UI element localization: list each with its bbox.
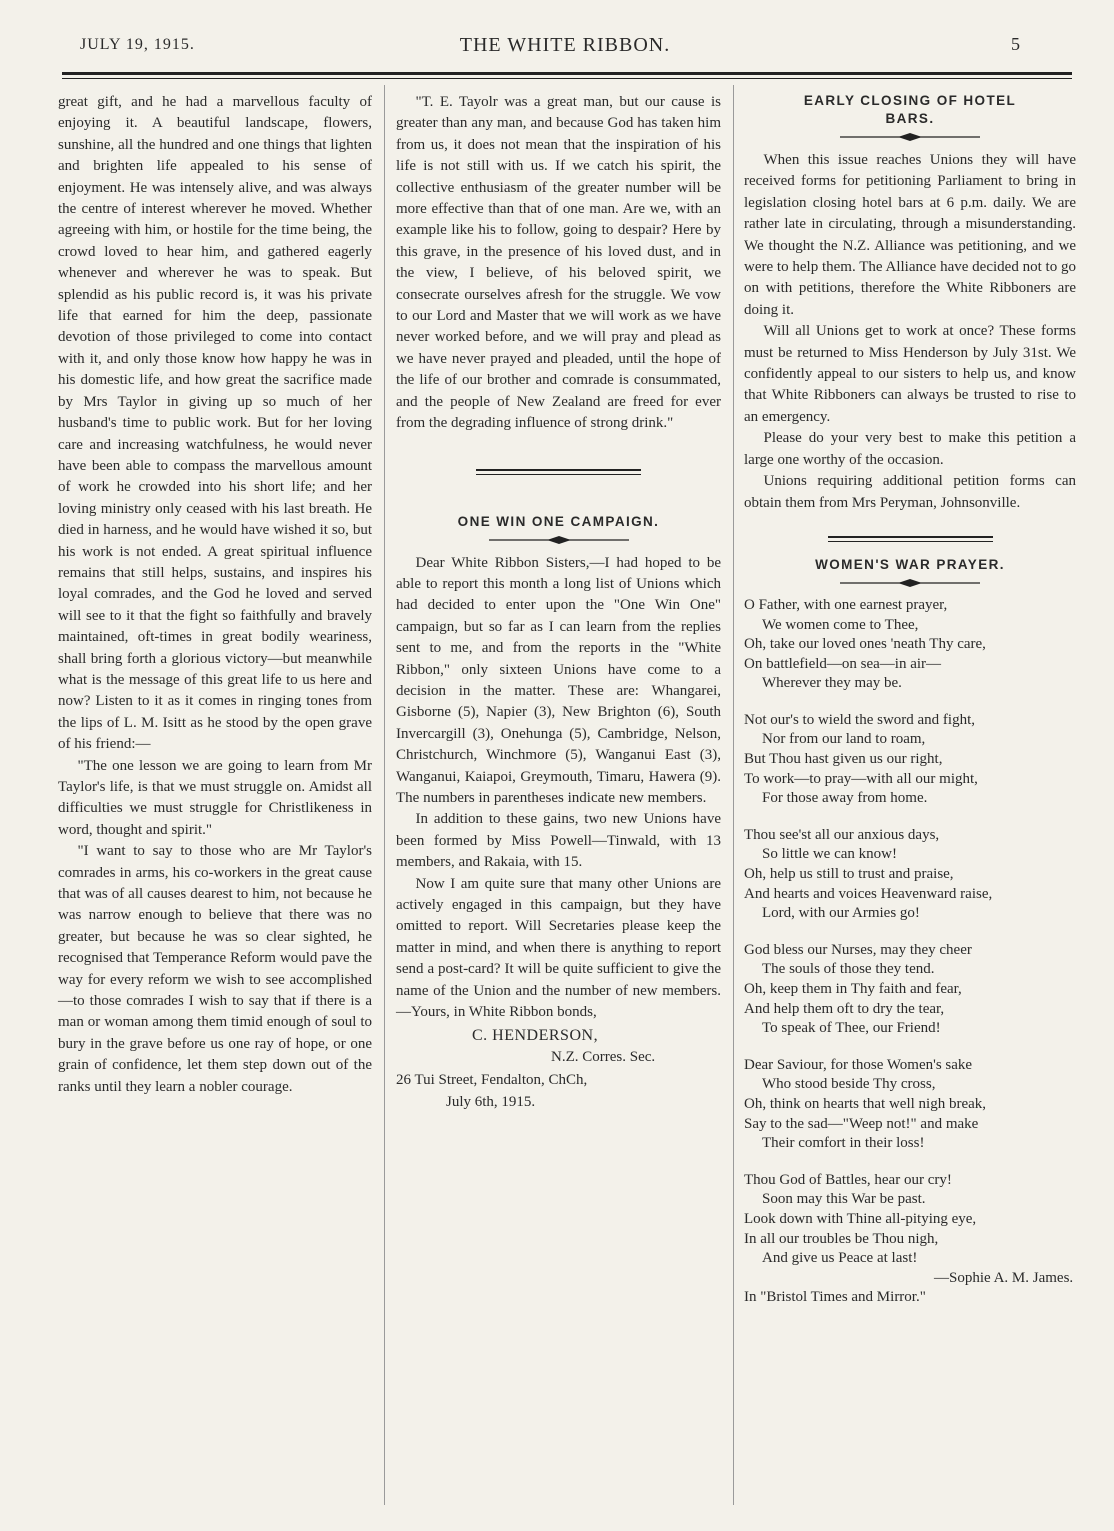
poem-heading: WOMEN'S WAR PRAYER. (815, 556, 1005, 572)
signature-role: N.Z. Corres. Sec. (551, 1048, 656, 1065)
early-closing-heading-line2: BARS. (885, 111, 935, 126)
poem-line: Thou see'st all our anxious days, (744, 826, 940, 843)
campaign-heading: ONE WIN ONE CAMPAIGN. (457, 513, 660, 529)
poem-line: So little we can know! (762, 846, 897, 863)
poem (744, 596, 1076, 1308)
poem-line: O Father, with one earnest prayer, (744, 596, 948, 613)
column-right (744, 92, 1076, 1308)
poem-line: Who stood beside Thy cross, (762, 1076, 936, 1093)
header-rule-thin (62, 78, 1072, 79)
poem-line: Oh, help us still to trust and praise, (744, 866, 954, 883)
page-header (60, 30, 1070, 70)
poem-stanza (744, 941, 1076, 1039)
heading-ornament (840, 132, 980, 142)
article-paragraph: "I want to say to those who are Mr Taylor's comrades in arms, his co-workers in the great cause that was of all causes dearest to him, not because he was narrow enough to believe that there was no greater, but because he was so clear sighted, he recognised that Temperance Reform would pave the way for every reform we wish to see accomplished—to those comrades I wish to say that if there is a man or woman among them timid enough of soul to bury in the grave before us one ray of hope, or one grain of confidence, let them step down out of the ranks until they learn a nobler courage. (58, 843, 372, 1095)
heading-ornament (840, 578, 980, 588)
poem-line: Their comfort in their loss! (762, 1135, 925, 1152)
signature-address: 26 Tui Street, Fendalton, ChCh, (396, 1072, 588, 1089)
poem-stanza (744, 1171, 1076, 1269)
poem-line: In all our troubles be Thou nigh, (744, 1230, 939, 1247)
poem-line: And help them oft to dry the tear, (744, 1000, 945, 1017)
issue-date: JULY 19, 1915. (80, 36, 195, 53)
article-paragraph: Now I am quite sure that many other Unions are actively engaged in this campaign, but they have omitted to report. Will Secretaries please keep the matter in mind, and when there is anything to report send a post-card? It will be quite sufficient to give the name of the Union and the number of new members.—Yours, in White Ribbon bonds, (396, 875, 721, 1021)
poem-line: The souls of those they tend. (762, 961, 935, 978)
poem-line: Say to the sad—"Weep not!" and make (744, 1115, 979, 1132)
poem-line: Dear Saviour, for those Women's sake (744, 1056, 973, 1073)
column-divider (733, 85, 734, 1505)
poem-line: Oh, keep them in Thy faith and fear, (744, 981, 962, 997)
poem-line: Nor from our land to roam, (762, 731, 926, 748)
header-rule (62, 72, 1072, 75)
poem-line: God bless our Nurses, may they cheer (744, 941, 972, 958)
poem-source: In "Bristol Times and Mirror." (744, 1289, 926, 1306)
article-paragraph: Please do your very best to make this petition a large one worthy of the occasion. (744, 430, 1076, 468)
article-paragraph: Unions requiring additional petition forms can obtain them from Mrs Peryman, Johnsonville. (744, 473, 1076, 511)
poem-stanza (744, 596, 1076, 694)
poem-line: On battlefield—on sea—in air— (744, 655, 942, 672)
poem-line: To speak of Thee, our Friend! (762, 1020, 941, 1037)
poem-line: Wherever they may be. (762, 675, 902, 692)
masthead-title: THE WHITE RIBBON. (459, 34, 671, 56)
article-paragraph: great gift, and he had a marvellous faculty of enjoying it. A beautiful landscape, flowers, sunshine, all the hundred and one things that lighten and brighten life appealed to his sense of enjoyment. He was intensely alive, and was always the centre of interest wherever he moved. Whether agreeing with him, or hostile for the time being, the crowd loved to hear him, and gathered eagerly whenever and wherever he was to speak. But splendid as his public record is, it was his private life that earned for him the deep, passionate devotion of those privileged to come into contact with it, and only those know how happy he was in his domestic life, and how great the sacrifice made by Mrs Taylor in giving up so much of her husband's time to public work. But for her loving care and increasing watchfulness, he would never have been able to compass the marvellous amount of work he crowded into his short life; and her loving ministry only ceased with his last breath. He died in harness, and he would have wished it so, but his work is not ended. A great spiritual influence remains that still helps, sustains, and inspires his loyal comrades, and the God he loved and served will see to it that the fight so faithfully and bravely maintained, oft-times in great bodily weariness, shall bring forth a glorious victory—but meanwhile what is the message of this great life to us here and now? Listen to it as it comes in ringing tones from the lips of L. M. Isitt as he stood by the open grave of his friend:— (58, 94, 372, 753)
column-divider (384, 85, 385, 1505)
poem-line: Oh, think on hearts that well nigh break, (744, 1095, 987, 1112)
poem-author: —Sophie A. M. James. (934, 1269, 1074, 1286)
poem-line: Lord, with our Armies go! (762, 905, 920, 922)
poem-stanza (744, 1056, 1076, 1154)
poem-line: For those away from home. (762, 790, 928, 807)
poem-stanza (744, 826, 1076, 924)
article-paragraph: When this issue reaches Unions they will have received forms for petitioning Parliament to bring in legislation closing hotel bars at 6 p.m. daily. We are rather late in circulating, through a misunderstanding. We thought the N.Z. Alliance was petitioning, and we were to help them. The Alliance have decided not to go on with petitions, therefore the White Ribboners are doing it. (744, 152, 1076, 318)
poem-line: Soon may this War be past. (762, 1191, 926, 1208)
column-left (58, 92, 372, 1098)
poem-line: Not our's to wield the sword and fight, (744, 711, 976, 728)
article-paragraph: "The one lesson we are going to learn from Mr Taylor's life, is that we must struggle on. Amidst all difficulties we must struggle for Christlikeness in word, thought and spirit." (58, 757, 372, 838)
poem-line: But Thou hast given us our right, (744, 751, 943, 768)
page-number: 5 (1011, 34, 1020, 54)
poem-stanza (744, 711, 1076, 809)
signature-name: C. HENDERSON, (472, 1027, 599, 1045)
poem-line: And hearts and voices Heavenward raise, (744, 885, 993, 902)
poem-line: We women come to Thee, (762, 616, 919, 633)
section-divider (828, 536, 993, 542)
section-divider (476, 469, 641, 475)
article-paragraph: In addition to these gains, two new Unions have been formed by Miss Powell—Tinwald, with 13 members, and Rakaia, with 15. (396, 811, 721, 871)
poem-line: To work—to pray—with all our might, (744, 770, 978, 787)
isitt-quote: "T. E. Tayolr was a great man, but our cause is greater than any man, and because God has taken him from us, it does not mean that the inspiration of his life is not still with us. If we catch his spirit, the collective enthusiasm of the greater number will be more effective than that of one man. Are we, with an example like his to follow, going to despair? Here by this grave, in the presence of his loved dust, and in the view, I believe, of his beloved spirit, we consecrate ourselves afresh for the struggle. We vow to our Lord and Master that we will work as we have never worked before, and we will pray and plead as we have never prayed and pleaded, until the hope of the life of our brother and comrade is consummated, and the people of New Zealand are freed for ever from the degrading influence of strong drink." (396, 94, 721, 432)
column-middle (396, 92, 721, 1113)
signature-date: July 6th, 1915. (446, 1093, 536, 1110)
article-paragraph: Dear White Ribbon Sisters,—I had hoped to be able to report this month a long list of Unions which had decided to enter upon the "One Win One" campaign, but so far as I can learn from the replies sent to me, and from the reports in the "White Ribbon," only sixteen Unions have come to a decision in the matter. These are: Whangarei, Gisborne (5), Napier (3), New Brighton (6), South Invercargill (3), Onehunga (5), Cambridge, Nelson, Christchurch, Winchmore (5), Wanganui East (3), Wanganui, Kaiapoi, Greymouth, Timaru, Hawera (9). The numbers in parentheses indicate new members. (396, 554, 721, 806)
early-closing-heading: EARLY CLOSING OF HOTEL (803, 93, 1017, 108)
poem-line: Oh, take our loved ones 'neath Thy care, (744, 636, 986, 653)
poem-line: Thou God of Battles, hear our cry! (744, 1171, 952, 1188)
article-paragraph: Will all Unions get to work at once? These forms must be returned to Miss Henderson by July 31st. We confidently appeal to our sisters to help us, and know that White Ribboners can always be trusted to rise to an emergency. (744, 323, 1076, 425)
heading-ornament (489, 535, 629, 545)
poem-line: And give us Peace at last! (762, 1250, 918, 1267)
poem-line: Look down with Thine all-pitying eye, (744, 1210, 977, 1227)
